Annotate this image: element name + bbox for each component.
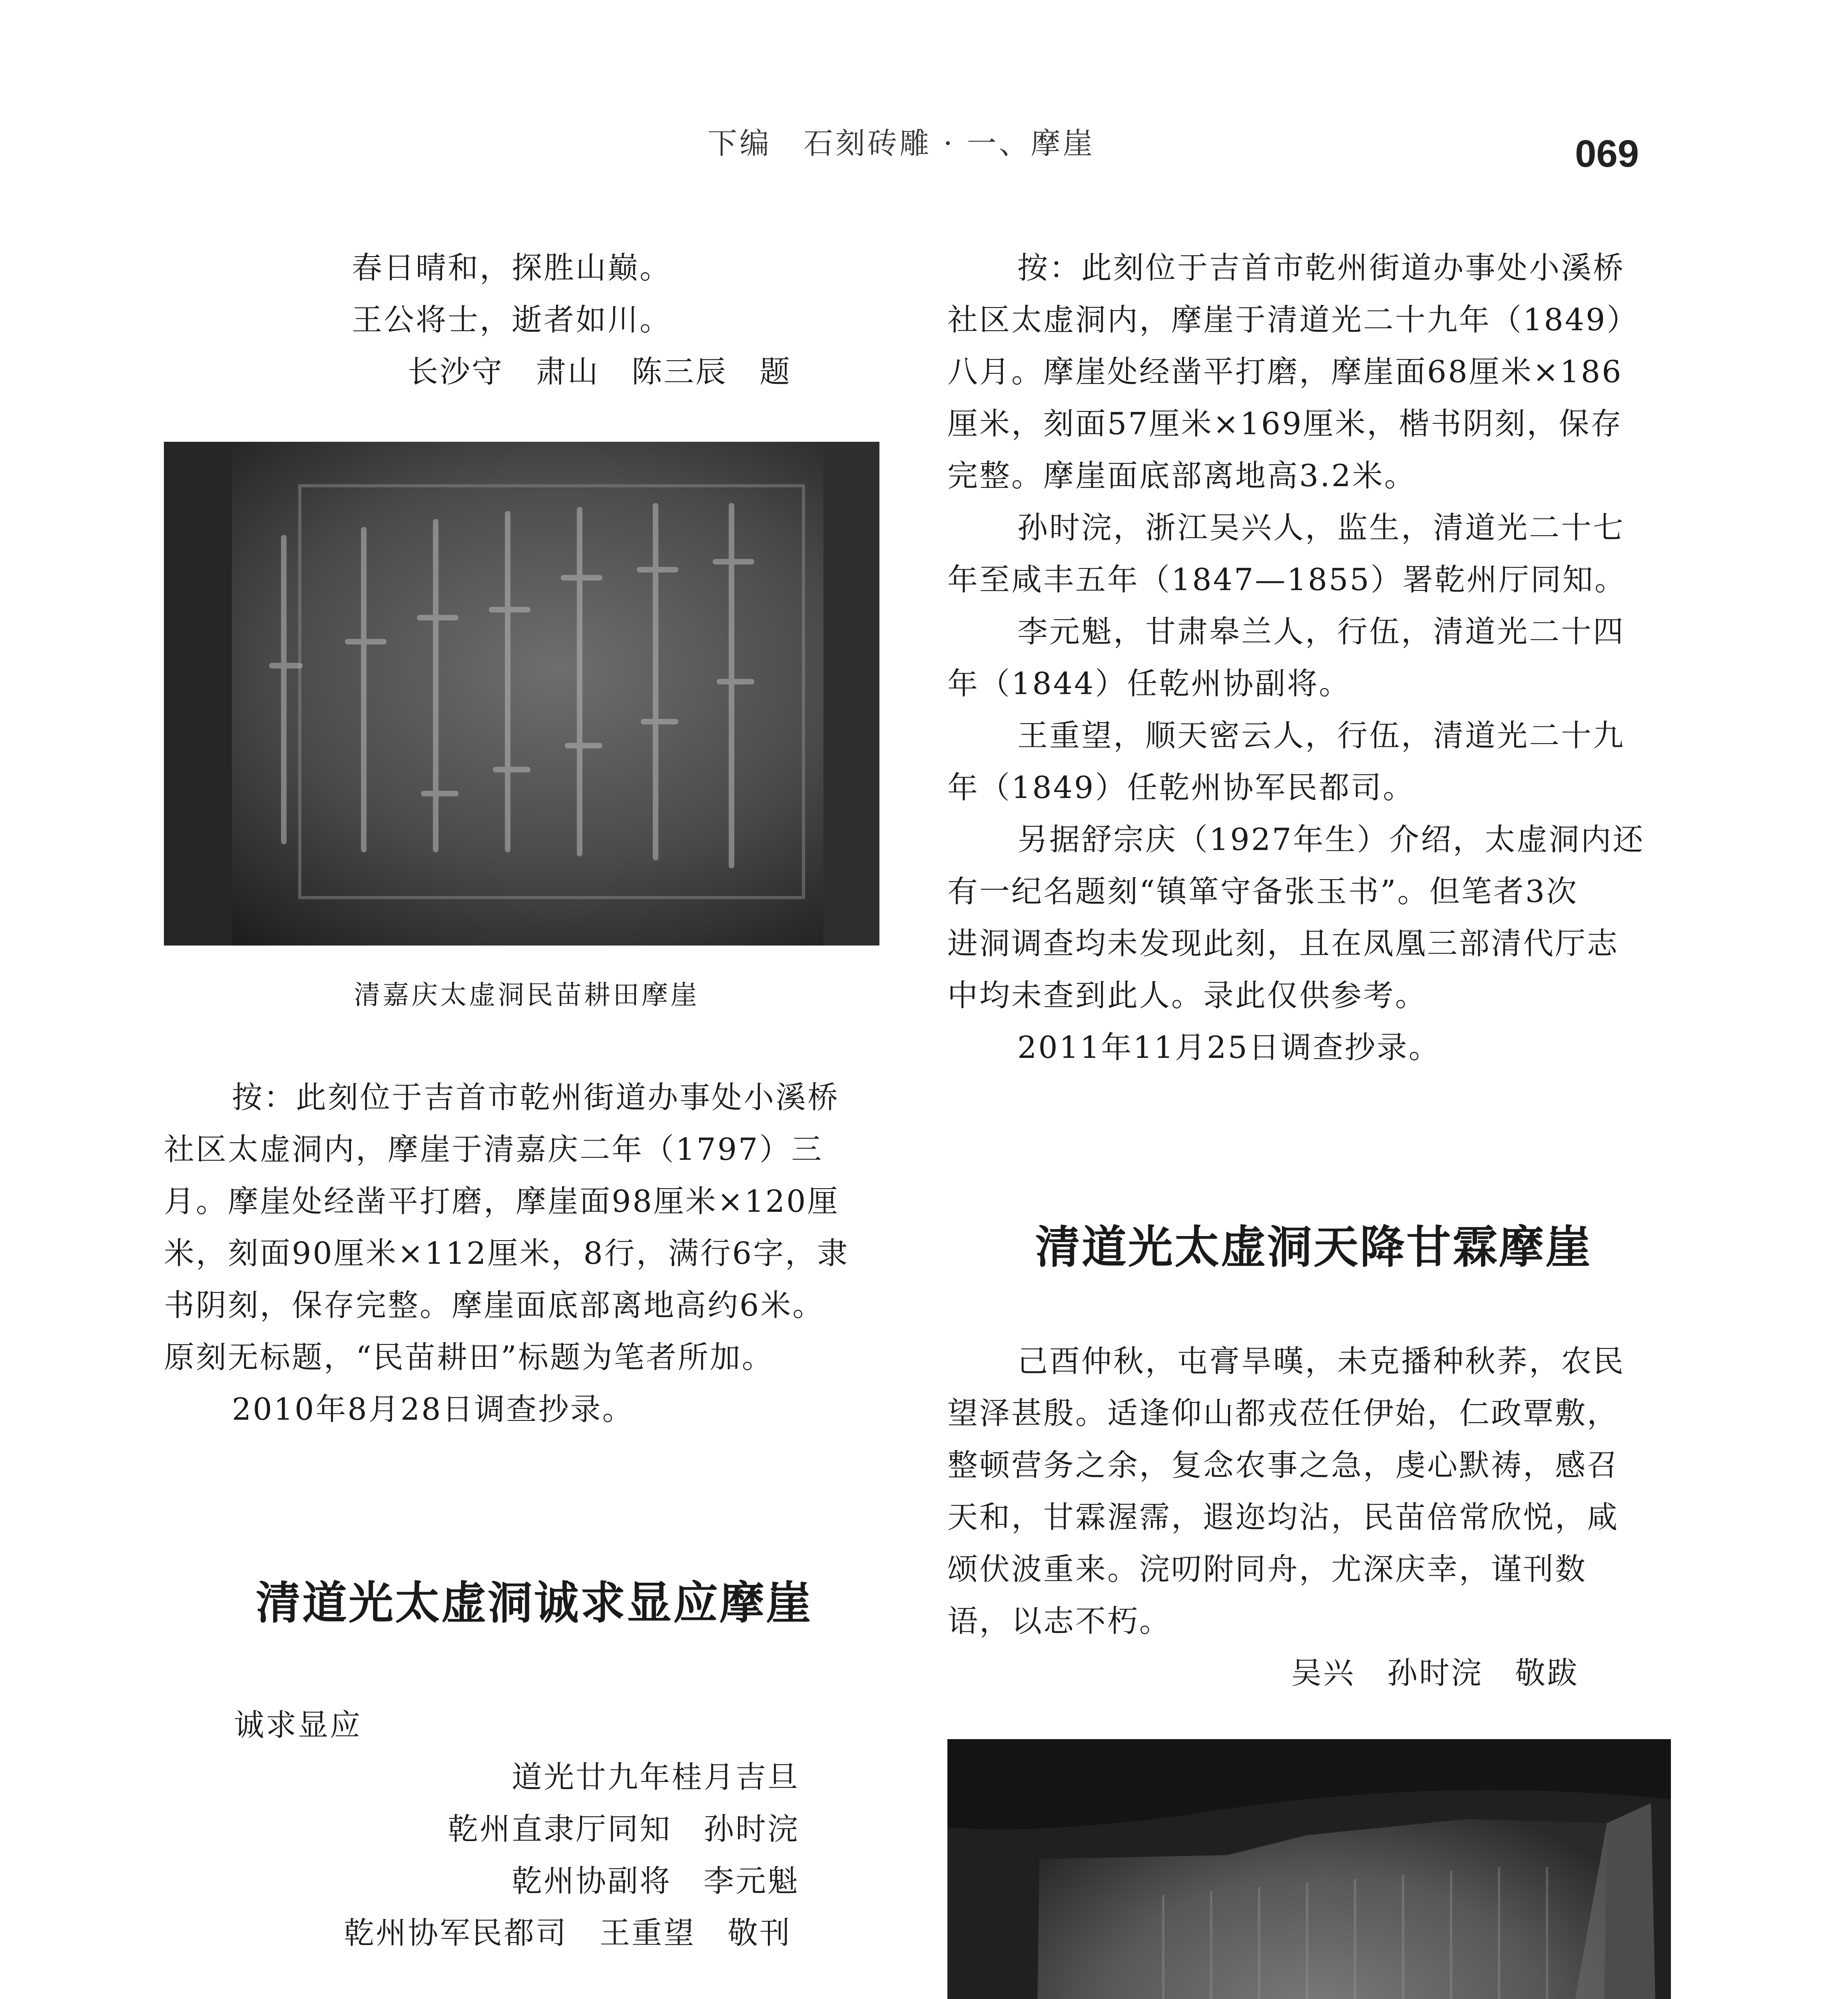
note2-line-6: 孙时浣，浙江吴兴人，监生，清道光二十七 [1017,510,1625,545]
photo-minmiao-gengtian [164,442,879,946]
note1-line-4: 米，刻面90厘米×112厘米，8行，满行6字，隶 [164,1235,849,1271]
page-number: 069 [1575,132,1639,175]
note1-line-1: 按：此刻位于吉首市乾州街道办事处小溪桥 [232,1079,839,1115]
poem2-line-6: 语，以志不朽。 [947,1603,1171,1639]
note2-line-13: 有一纪名题刻“镇箪守备张玉书”。但笔者3次 [947,874,1579,909]
note2-line-16: 2011年11月25日调查抄录。 [1017,1029,1441,1065]
note2-line-8: 李元魁，甘肃皋兰人，行伍，清道光二十四 [1017,614,1625,649]
note1-line-7: 2010年8月28日调查抄录。 [232,1391,634,1427]
inscription-line-1: 道光廿九年桂月吉旦 [512,1759,799,1795]
poem2-line-4: 天和，甘霖渥霈，遐迩均沾，民苗倍常欣悦，咸 [947,1499,1619,1535]
poem-signature: 长沙守 肃山 陈三辰 题 [408,354,791,389]
note2-line-2: 社区太虚洞内，摩崖于清道光二十九年（1849） [947,302,1639,337]
poem2-line-3: 整顿营务之余，复念农事之急，虔心默祷，感召 [947,1447,1619,1483]
note2-line-12: 另据舒宗庆（1927年生）介绍，太虚洞内还 [1017,822,1645,857]
poem-line-2: 王公将士，逝者如川。 [352,302,672,337]
poem-line-1: 春日晴和，探胜山巅。 [352,250,672,285]
inscription-line-4: 乾州协军民都司 王重望 敬刊 [344,1915,791,1951]
running-header: 下编 石刻砖雕 · 一、摩崖 [708,126,1095,161]
note2-line-11: 年（1849）任乾州协军民都司。 [947,770,1415,805]
note2-line-14: 进洞调查均未发现此刻，且在凤凰三部清代厅志 [947,926,1619,961]
note2-line-15: 中均未查到此人。录此仅供参考。 [947,978,1427,1013]
note2-line-3: 八月。摩崖处经凿平打磨，摩崖面68厘米×186 [947,354,1623,389]
note1-line-3: 月。摩崖处经凿平打磨，摩崖面98厘米×120厘 [164,1183,839,1219]
note2-line-4: 厘米，刻面57厘米×169厘米，楷书阴刻，保存 [947,406,1623,441]
section-title-chengqiu-xianying: 清道光太虚洞诚求显应摩崖 [256,1577,812,1629]
inscription-line-2: 乾州直隶厅同知 孙时浣 [448,1811,799,1847]
photo1-caption: 清嘉庆太虚洞民苗耕田摩崖 [354,980,699,1010]
poem2-line-1: 己酉仲秋，屯膏旱暵，未克播种秋荞，农民 [1017,1343,1625,1379]
poem2-line-2: 望泽甚殷。适逢仰山都戎莅任伊始，仁政覃敷， [947,1395,1619,1431]
note2-line-1: 按：此刻位于吉首市乾州街道办事处小溪桥 [1017,250,1625,285]
inscription-title: 诚求显应 [234,1707,362,1743]
note2-line-10: 王重望，顺天密云人，行伍，清道光二十九 [1017,718,1625,753]
photo-tianjiang-ganlin [947,1739,1671,1999]
note1-line-2: 社区太虚洞内，摩崖于清嘉庆二年（1797）三 [164,1131,823,1167]
note2-line-5: 完整。摩崖面底部离地高3.2米。 [947,458,1416,493]
note2-line-7: 年至咸丰五年（1847—1855）署乾州厅同知。 [947,562,1627,597]
note1-line-5: 书阴刻，保存完整。摩崖面底部离地高约6米。 [164,1287,825,1323]
poem2-line-5: 颂伏波重来。浣叨附同舟，尤深庆幸，谨刊数 [947,1551,1587,1587]
note2-line-9: 年（1844）任乾州协副将。 [947,666,1351,701]
inscription-line-3: 乾州协副将 李元魁 [512,1863,799,1899]
poem2-signature: 吴兴 孙时浣 敬跋 [1291,1655,1579,1691]
section-title-tianjiang-ganlin: 清道光太虚洞天降甘霖摩崖 [1035,1221,1592,1273]
note1-line-6: 原刻无标题，“民苗耕田”标题为笔者所加。 [164,1339,774,1375]
